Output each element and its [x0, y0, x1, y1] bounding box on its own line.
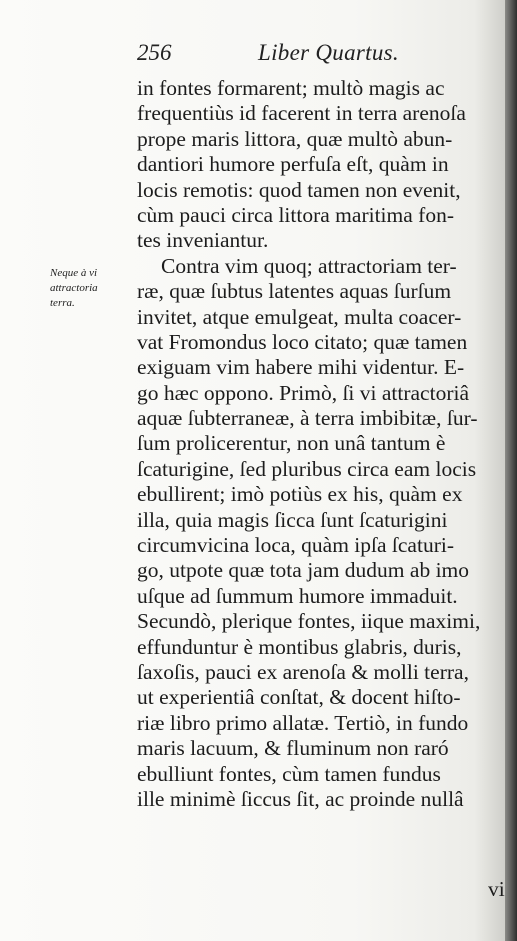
text-line: Contra vim quoq; attractoriam ter-	[161, 253, 457, 278]
text-line: riæ libro primo allatæ. Tertiò, in fundo	[137, 710, 469, 735]
text-line: dantiori humore perfuſa eſt, quàm in	[137, 152, 449, 177]
text-line: effunduntur è montibus glabris, duris,	[137, 634, 462, 659]
text-line: frequentiùs id facerent in terra arenoſa	[137, 101, 466, 126]
running-title: Liber Quartus.	[258, 40, 399, 65]
text-line: exiguam vim habere mihi videntur. E-	[137, 355, 465, 380]
text-line: ſaxoſis, pauci ex arenoſa & molli terra,	[137, 659, 469, 684]
text-line: ille minimè ſiccus ſit, ac proinde nullâ	[137, 786, 464, 811]
text-line: aquæ ſubterraneæ, à terra imbibitæ, ſur-	[137, 406, 478, 431]
margin-note-line: Neque à vi	[50, 267, 98, 279]
text-line: ſum prolicerentur, non unâ tantum è	[137, 431, 446, 456]
text-line: ebullirent; imò potiùs ex his, quàm ex	[137, 482, 463, 507]
page-number: 256	[137, 40, 172, 65]
text-line: go hæc oppono. Primò, ſi vi attractoriâ	[137, 380, 470, 405]
text-line: vat Fromondus loco citato; quæ tamen	[137, 329, 468, 354]
text-line: invitet, atque emulgeat, multa coacer-	[137, 304, 462, 329]
page-header	[0, 40, 505, 70]
margin-note	[50, 266, 132, 311]
margin-note-line: attractoria	[50, 282, 98, 294]
text-line: ebulliunt fontes, cùm tamen fundus	[137, 761, 441, 786]
text-line: Secundò, plerique fontes, iique maximi,	[137, 609, 481, 634]
text-line: locis remotis: quod tamen non evenit,	[137, 177, 461, 202]
text-line: ſcaturigine, ſed pluribus circa eam locis	[137, 456, 477, 481]
page-edge-shadow	[505, 0, 517, 941]
catchword: vi	[488, 877, 505, 901]
text-line: cùm pauci circa littora maritima fon-	[137, 202, 454, 227]
margin-note-line: terra.	[50, 297, 75, 309]
text-line: illa, quia magis ſicca ſunt ſcaturigini	[137, 507, 448, 532]
text-line: in fontes formarent; multò magis ac	[137, 76, 445, 100]
text-line: maris lacuum, & fluminum non raró	[137, 736, 449, 761]
text-line: circumvicina loca, quàm ipſa ſcaturi-	[137, 533, 454, 558]
body-text	[137, 76, 515, 812]
text-line: prope maris littora, quæ multò abun-	[137, 126, 453, 151]
text-line: go, utpote quæ tota jam dudum ab imo	[137, 558, 470, 583]
text-line: uſque ad ſummum humore immaduit.	[137, 583, 458, 608]
text-line: ræ, quæ ſubtus latentes aquas ſurſum	[137, 279, 452, 304]
text-line: tes inveniantur.	[137, 228, 269, 253]
text-line: ut experientiâ conſtat, & docent hiſto-	[137, 685, 461, 710]
